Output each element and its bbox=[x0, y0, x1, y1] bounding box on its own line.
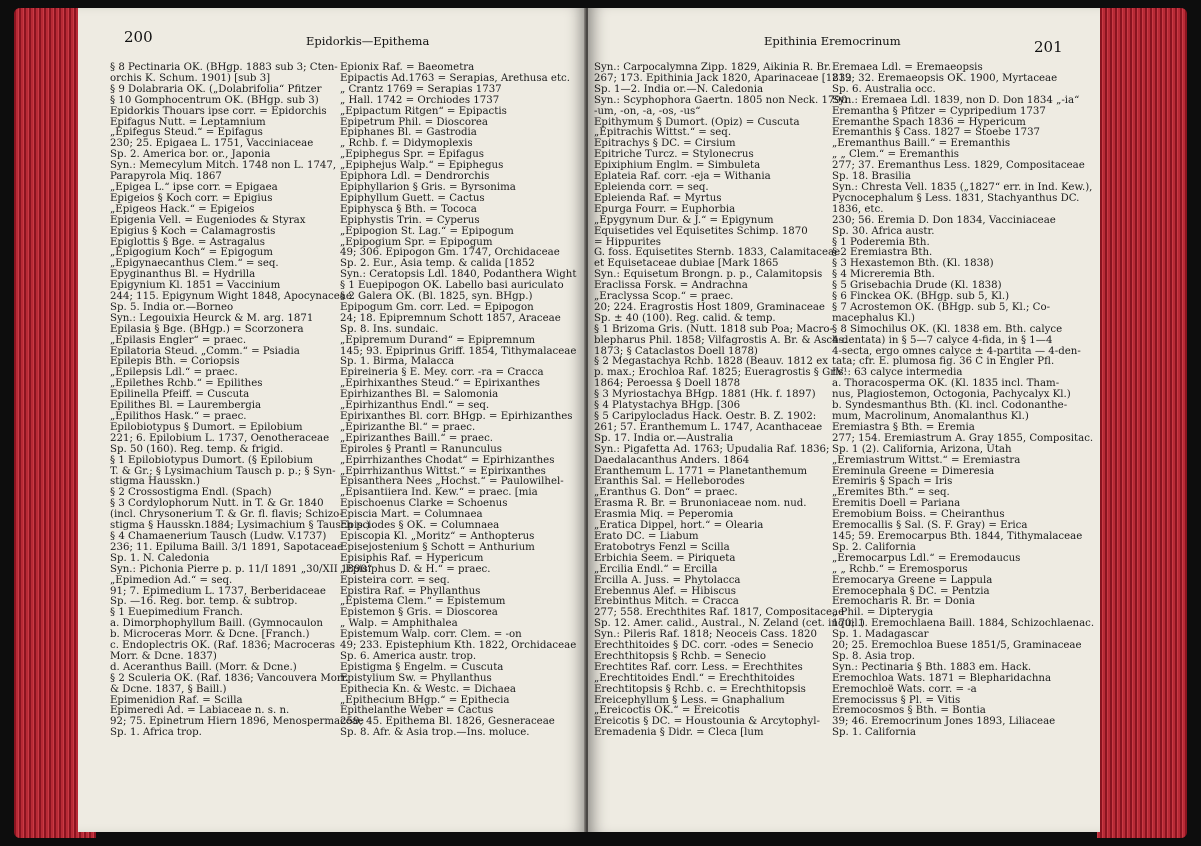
entry-line: Eremadenia § Didr. = Cleca [lum bbox=[594, 727, 764, 739]
entry-line: Pycnocephalum § Less. 1831, Stachyanthus DC. bbox=[832, 192, 1080, 204]
entry-line: Eranthemum L. 1771 = Planetanthemum bbox=[594, 465, 807, 477]
entry-line: 277; 154. Eremiastrum A. Gray 1855, Compositac. bbox=[832, 432, 1094, 444]
entry-line: „Epirhixanthes Steud.“ = Epirixanthes bbox=[340, 378, 540, 390]
entry-line: Syn.: Chresta Vell. 1835 („1827“ err. in Ind. Kew.), bbox=[832, 181, 1093, 193]
entry-line: 92; 75. Epinetrum Hiern 1896, Menospermaceae bbox=[110, 716, 364, 728]
entry-line: „Eremites Bth.“ = seq. bbox=[832, 487, 950, 499]
entry-line: Sp. 12. Amer. calid., Austral., N. Zeland (cet. inquil.) bbox=[594, 618, 865, 630]
entry-line: „Epipogion St. Lag.“ = Epipogum bbox=[340, 225, 514, 237]
entry-line: Eremiastra § Bth. = Eremia bbox=[832, 421, 975, 433]
entry-line: Eremobium Boiss. = Cheiranthus bbox=[832, 509, 1005, 521]
entry-line: Eremocarya Greene = Lappula bbox=[832, 574, 993, 586]
entry-line: Sp. 1. N. Caledonia bbox=[110, 552, 210, 564]
entry-line: Eranthis Sal. = Helleborodes bbox=[594, 476, 745, 488]
entry-line: Epimenidion Raf. = Scilla bbox=[110, 694, 243, 706]
entry-line: „ „ Clem.“ = Eremanthis bbox=[832, 149, 960, 161]
entry-line: Epiglottis § Bge. = Astragalus bbox=[110, 236, 265, 248]
entry-line: Epleienda Raf. = Myrtus bbox=[594, 192, 722, 204]
entry-line: Syn.: Carpocalymna Zipp. 1829, Aikinia R. Br. bbox=[594, 62, 831, 73]
entry-line: 277; 558. Erechthites Raf. 1817, Compositaceae bbox=[594, 607, 845, 619]
entry-line: 24; 18. Epipremnum Schott 1857, Araceae bbox=[340, 312, 561, 324]
entry-line: Epiphora Ldl. = Dendrorchis bbox=[340, 171, 490, 183]
entry-line: „Epipremum Durand“ = Epipremnum bbox=[340, 334, 536, 346]
entry-line: „ Crantz 1769 = Serapias 1737 bbox=[340, 83, 502, 95]
entry-line: „Epigogium Koch“ = Epigogum bbox=[110, 247, 273, 259]
entry-line: d. Aceranthus Baill. (Morr. & Dcne.) bbox=[110, 661, 297, 673]
entry-line: 49; 233. Epistephium Kth. 1822, Orchidaceae bbox=[340, 640, 577, 652]
entry-line: Ereicotis § DC. = Houstounia & Arcytophyl- bbox=[594, 716, 820, 728]
entry-line: Episcia Mart. = Columnaea bbox=[340, 509, 483, 521]
entry-line: 170; 1. Eremochlaena Baill. 1884, Schizochlaenac. bbox=[832, 618, 1095, 630]
entry-line: Epilasia § Bge. (BHgp.) = Scorzonera bbox=[110, 323, 304, 335]
entry-line: Daedalacanthus Anders. 1864 bbox=[594, 454, 750, 466]
entry-line: Sp. 1. California bbox=[832, 727, 916, 739]
entry-line: Sp. 18. Brasilia bbox=[832, 171, 911, 183]
entry-line: Sp. 2. California bbox=[832, 541, 916, 553]
entry-line: Eremitis Doell = Pariana bbox=[832, 498, 961, 510]
entry-line: „Ercilia Endl.“ = Ercilla bbox=[594, 563, 718, 575]
entry-line: Eremochloa Wats. 1871 = Blepharidachna bbox=[832, 672, 1052, 684]
entry-line: Epidorkis Thouars ipse corr. = Epidorchis bbox=[110, 105, 327, 117]
entry-line: Erechthitoides § DC. corr. -odes = Senecio bbox=[594, 640, 814, 652]
entry-line: Sp. 1. Birma, Malacca bbox=[340, 356, 455, 368]
entry-line: 4-secta, ergo omnes calyce ± 4-partita — 4-den- bbox=[832, 345, 1081, 357]
entry-line: Epilithes Bl. = Laurembergia bbox=[110, 400, 262, 412]
entry-line: Syn.: Legouixia Heurck & M. arg. 1871 bbox=[110, 312, 314, 324]
entry-line: mum, Macrolinum, Anomalanthus Kl.) bbox=[832, 411, 1029, 422]
entry-line: Sp. 17. India or.—Australia bbox=[594, 432, 734, 444]
entry-line: Erebinthus Mitch. = Cracca bbox=[594, 596, 739, 608]
entry-line: „Epygynum Dur. & J.“ = Epigynum bbox=[594, 214, 774, 226]
entry-line: Epionix Raf. = Baeometra bbox=[340, 62, 475, 73]
entry-line: Epigius § Koch = Calamagrostis bbox=[110, 225, 276, 237]
entry-line: Episcopia Kl. „Moritz“ = Anthopterus bbox=[340, 530, 535, 542]
entry-line: Epleienda corr. = seq. bbox=[594, 181, 709, 193]
entry-line: Eratobotrys Fenzl = Scilla bbox=[594, 541, 730, 553]
entry-line: „Epithecium BHgp.“ = Epithecia bbox=[340, 694, 510, 706]
entry-line: Sp. 6. Australia occ. bbox=[832, 83, 936, 95]
entry-line: § 1 Euepimedium Franch. bbox=[110, 607, 243, 619]
entry-line: Syn.: Ceratopsis Ldl. 1840, Podanthera Wight bbox=[340, 269, 577, 281]
entry-line: Eremocosmos § Bth. = Bontia bbox=[832, 705, 986, 717]
entry-line: Epiphyllum Guett. = Cactus bbox=[340, 192, 485, 204]
entry-line: „ Rchb. f. = Didymoplexis bbox=[340, 138, 473, 150]
entry-line: Epireineria § E. Mey. corr. -ra = Cracca bbox=[340, 367, 544, 379]
entry-line: Erechtites Raf. corr. Less. = Erechthites bbox=[594, 661, 803, 673]
entry-line: § 7 Acrostemon OK. (BHgp. sub 5, Kl.; Co- bbox=[832, 301, 1051, 313]
entry-line: Ereicephyllum § Less. = Gnaphalium bbox=[594, 694, 785, 706]
entry-line: „Epistema Clem.“ = Epistemum bbox=[340, 596, 506, 608]
entry-line: § 9 Dolabraria OK. („Dolabrifolia“ Pfitzer bbox=[110, 83, 322, 95]
entry-line: Epitrachys § DC. = Cirsium bbox=[594, 138, 736, 150]
entry-line: § 5 Grisebachia Drude (Kl. 1838) bbox=[832, 280, 1002, 292]
entry-line: Epimeredi Ad. = Labiaceae n. s. n. bbox=[110, 705, 290, 717]
entry-line: Epitriche Turcz. = Stylonecrus bbox=[594, 149, 754, 161]
entry-line: Sp. 6. America austr. trop. bbox=[340, 650, 477, 662]
entry-line: Sp. 8. Asia trop. bbox=[832, 650, 915, 662]
entry-line: nus, Plagiostemon, Octogonia, Pachycalyx Kl.) bbox=[832, 389, 1071, 401]
entry-line: „ Walp. = Amphithalea bbox=[340, 618, 458, 630]
entry-line: „Eratica Dippel, hort.“ = Olearia bbox=[594, 520, 764, 532]
entry-line: Eremanthe Spach 1836 = Hypericum bbox=[832, 116, 1026, 128]
entry-line: Eremocharis R. Br. = Donia bbox=[832, 596, 975, 608]
entry-line: Episteira corr. = seq. bbox=[340, 574, 450, 586]
entry-line: 145; 59. Eremocarpus Bth. 1844, Tithymalaceae bbox=[832, 530, 1083, 542]
entry-line: Epiphanes Bl. = Gastrodia bbox=[340, 127, 477, 139]
entry-line: Epilepis Bth. = Coriopsis bbox=[110, 356, 240, 368]
entry-line: § 8 Pectinaria OK. (BHgp. 1883 sub 3; Cten- bbox=[110, 62, 338, 73]
entry-line: „Epilethes Rchb.“ = Epilithes bbox=[110, 378, 263, 390]
entry-line: Epiroles § Prantl = Ranunculus bbox=[340, 443, 503, 455]
left-page bbox=[78, 8, 586, 832]
entry-line: Epipogum Gm. corr. Led. = Epipogon bbox=[340, 301, 534, 313]
entry-line: Sp. 8. Afr. & Asia trop.—Ins. moluce. bbox=[340, 727, 530, 739]
entry-line: Equisetides vel Equisetites Schimp. 1870 bbox=[594, 225, 808, 237]
entry-line: Epistemon § Gris. = Dioscorea bbox=[340, 607, 498, 619]
entry-line: Epifagus Nutt. = Leptamnium bbox=[110, 116, 266, 128]
entry-line: Episanthera Nees „Hochst.“ = Paulowilhel- bbox=[340, 476, 564, 488]
entry-line: Ereminula Greene = Dimeresia bbox=[832, 465, 995, 477]
entry-line: § 1 Brizoma Gris. (Nutt. 1818 sub Poa; Macro- bbox=[594, 323, 833, 335]
entry-line: Sp. 1. Africa trop. bbox=[110, 727, 202, 739]
entry-line: 259; 45. Epithema Bl. 1826, Gesneraceae bbox=[340, 716, 555, 728]
entry-line: et Equisetaceae dubiae [Mark 1865 bbox=[594, 258, 779, 270]
entry-line: Sp. 50 (160). Reg. temp. & frigid. bbox=[110, 443, 284, 455]
entry-line: Eplateia Raf. corr. -eja = Withania bbox=[594, 171, 771, 183]
entry-line: Epistemum Walp. corr. Clem. = -on bbox=[340, 629, 522, 641]
entry-line: „Epiphegus Spr. = Epifagus bbox=[340, 149, 485, 161]
entry-line: § 6 Finckea OK. (BHgp. sub 5, Kl.) bbox=[832, 291, 1010, 303]
entry-line: § 10 Gomphocentrum OK. (BHgp. sub 3) bbox=[110, 94, 319, 106]
entry-line: „Epigea L.“ ipse corr. = Epigaea bbox=[110, 181, 278, 193]
entry-line: „ Phil. = Dipterygia bbox=[832, 607, 934, 619]
right-running-head: Epithinia Eremocrinum bbox=[764, 34, 901, 48]
entry-line: Erbichia Seem. = Piriqueta bbox=[594, 552, 736, 564]
entry-line: Sp. —16. Reg. bor. temp. & subtrop. bbox=[110, 596, 298, 608]
entry-line: Eremocephala § DC. = Pentzia bbox=[832, 585, 990, 597]
entry-line: 39; 46. Eremocrinum Jones 1893, Liliaceae bbox=[832, 716, 1056, 728]
entry-line: „Epirizanthes Baill.“ = praec. bbox=[340, 432, 494, 444]
entry-line: „Ereicoctis OK.“ = Ereicotis bbox=[594, 705, 740, 717]
entry-line: „Eremanthus Baill.“ = Eremanthis bbox=[832, 138, 1011, 150]
entry-line: Eremiris § Spach = Iris bbox=[832, 476, 953, 488]
entry-line: Syn.: Pectinaria § Bth. 1883 em. Hack. bbox=[832, 661, 1032, 673]
left-column-2 bbox=[340, 63, 582, 739]
entry-line: Epilobiotypus § Dumort. = Epilobium bbox=[110, 421, 303, 433]
entry-line: § 3 Cordylophorum Nutt. in T. & Gr. 1840 bbox=[110, 498, 324, 510]
right-page bbox=[588, 8, 1100, 832]
entry-line: Eremocissus § Pl. = Vitis bbox=[832, 694, 961, 706]
entry-line: Eremanthis § Cass. 1827 = Stoebe 1737 bbox=[832, 127, 1041, 139]
entry-line: IV¹: 63 calyce intermedia bbox=[832, 367, 963, 379]
entry-line: Sp. 2. America bor. or., Japonia bbox=[110, 149, 271, 161]
entry-line: & Dcne. 1837, § Baill.) bbox=[110, 683, 227, 695]
entry-line: Epistylium Sw. = Phyllanthus bbox=[340, 672, 492, 684]
entry-line: stigma Hausskn.) bbox=[110, 476, 200, 488]
entry-line: Sp. 8. Ins. sundaic. bbox=[340, 323, 439, 335]
entry-line: (incl. Chrysonerium T. & Gr. fl. flavis; Schizo- bbox=[110, 509, 343, 521]
entry-line: Epurga Fourr. = Euphorbia bbox=[594, 203, 736, 215]
entry-line: 221; 6. Epilobium L. 1737, Oenotheraceae bbox=[110, 432, 330, 444]
entry-line: Epiphystis Trin. = Cyperus bbox=[340, 214, 480, 226]
entry-line: § 3 Myriostachya BHgp. 1881 (Hk. f. 1897) bbox=[594, 389, 816, 401]
entry-line: Epyginanthus Bl. = Hydrilla bbox=[110, 269, 256, 281]
entry-line: Syn.: Equisetum Brongn. p. p., Calamitopsis bbox=[594, 269, 823, 281]
entry-line: Eremaea Ldl. = Eremaeopsis bbox=[832, 62, 983, 73]
entry-line: Eremantha § Pfitzer = Cypripedium 1737 bbox=[832, 105, 1046, 117]
entry-line: § 2 Megastachya Rchb. 1828 (Beauv. 1812 ex bbox=[594, 356, 829, 368]
entry-line: § 4 Platystachya BHgp. [306 bbox=[594, 400, 741, 412]
entry-line: 267; 173. Epithinia Jack 1820, Aparinaceae [1832 bbox=[594, 72, 852, 84]
entry-line: „Epigeos Hack.“ = Epigeios bbox=[110, 203, 255, 215]
entry-line: Sp. 5. India or.—Borneo bbox=[110, 301, 234, 313]
entry-line: Epigeios § Koch corr. = Epigius bbox=[110, 192, 273, 204]
entry-line: Eremocallis § Sal. (S. F. Gray) = Erica bbox=[832, 520, 1028, 532]
entry-line: Erebennus Alef. = Hibiscus bbox=[594, 585, 736, 597]
entry-line: „Eranthus G. Don“ = praec. bbox=[594, 487, 738, 499]
left-page-number: 200 bbox=[124, 28, 153, 46]
entry-line: „Epilepsis Ldl.“ = praec. bbox=[110, 367, 238, 379]
left-column-1 bbox=[110, 62, 373, 739]
entry-line: Parapyrola Miq. 1867 bbox=[110, 171, 222, 183]
entry-line: Sp. 1 (2). California, Arizona, Utah bbox=[832, 443, 1012, 455]
entry-line: Erechtitopsis § Rchb. c. = Erechthitopsis bbox=[594, 683, 806, 695]
entry-line: „Epipogium Spr. = Epipogum bbox=[340, 236, 493, 248]
entry-line: Syn.: Pigafetta Ad. 1763; Upudalia Raf. 1836; bbox=[594, 443, 830, 455]
entry-line: Episciodes § OK. = Columnaea bbox=[340, 520, 500, 532]
entry-line: „Epiphejus Walp.“ = Epiphegus bbox=[340, 160, 504, 172]
entry-line: 4-dentata) in § 5—7 calyce 4-fida, in § 1—4 bbox=[832, 334, 1053, 346]
entry-line: 236; 11. Epiluma Baill. 3/1 1891, Sapotaceae bbox=[110, 541, 344, 553]
entry-line: Epiphysca § Bth. = Tococa bbox=[340, 203, 477, 215]
book-edge-right bbox=[1097, 8, 1187, 838]
entry-line: § 4 Micreremia Bth. bbox=[832, 269, 935, 281]
entry-line: „Eremocarpus Ldl.“ = Eremodaucus bbox=[832, 552, 1021, 564]
entry-line: Erechthitopsis § Rchb. = Senecio bbox=[594, 650, 766, 662]
entry-line: Epithymum § Dumort. (Opiz) = Cuscuta bbox=[594, 116, 800, 128]
right-column-2 bbox=[832, 63, 1094, 739]
entry-line: Epistigma § Engelm. = Cuscuta bbox=[340, 661, 504, 673]
entry-line: tata; cfr. E. plumosa fig. 36 C in Engler Pfl. bbox=[832, 356, 1055, 368]
entry-line: a. Thoracosperma OK. (Kl. 1835 incl. Tham- bbox=[832, 378, 1060, 390]
entry-line: § 8 Simochilus OK. (Kl. 1838 em. Bth. calyce bbox=[832, 323, 1063, 335]
entry-line: 230; 25. Epigaea L. 1751, Vacciniaceae bbox=[110, 138, 314, 150]
entry-line: 1836, etc. bbox=[832, 203, 884, 215]
entry-line: § 2 Eremiastra Bth. bbox=[832, 247, 933, 259]
entry-line: b. Syndesmanthus Bth. (Kl. incl. Codonanthe- bbox=[832, 400, 1068, 412]
entry-line: 277; 37. Eremanthus Less. 1829, Compositaceae bbox=[832, 160, 1085, 172]
entry-line: „Epifegus Steud.“ = Epifagus bbox=[110, 127, 263, 139]
entry-line: 261; 57. Eranthemum L. 1747, Acanthaceae bbox=[594, 421, 823, 433]
entry-line: § 1 Epilobiotypus Dumort. (§ Epilobium bbox=[110, 454, 313, 466]
entry-line: § 3 Hexastemon Bth. (Kl. 1838) bbox=[832, 258, 994, 270]
entry-line: Epigynium Kl. 1851 = Vaccinium bbox=[110, 280, 281, 292]
entry-line: „Epimedion Ad.“ = seq. bbox=[110, 574, 233, 586]
entry-line: „Epilithos Hask.“ = praec. bbox=[110, 411, 247, 422]
entry-line: Erasmia Miq. = Peperomia bbox=[594, 509, 734, 521]
entry-line: „Eremiastrum Wittst.“ = Eremiastra bbox=[832, 454, 1021, 466]
entry-line: 219; 32. Eremaeopsis OK. 1900, Myrtaceae bbox=[832, 72, 1058, 84]
entry-line: Ercilla A. Juss. = Phytolacca bbox=[594, 574, 741, 586]
entry-line: § 5 Caripylocladus Hack. Oestr. B. Z. 1902: bbox=[594, 411, 817, 422]
entry-line: 91; 7. Epimedium L. 1737, Berberidaceae bbox=[110, 585, 326, 597]
entry-line: „Epilasis Engler“ = praec. bbox=[110, 334, 247, 346]
entry-line: Epithecia Kn. & Westc. = Dichaea bbox=[340, 683, 516, 695]
entry-line: orchis K. Schum. 1901) [sub 3] bbox=[110, 72, 271, 84]
entry-line: 1864; Peroessa § Doell 1878 bbox=[594, 378, 741, 390]
entry-line: p. max.; Erochloa Raf. 1825; Eueragrostis § Gris. bbox=[594, 367, 847, 379]
entry-line: § 2 Galera OK. (Bl. 1825, syn. BHgp.) bbox=[340, 291, 533, 303]
entry-line: „Epirrhizanthes Chodat“ = Epirhizanthes bbox=[340, 454, 555, 466]
entry-line: „Epigynaecanthus Clem.“ = seq. bbox=[110, 258, 279, 270]
entry-line: „Episantiiera Ind. Kew.“ = praec. [mia bbox=[340, 487, 538, 499]
entry-line: Sp. 1. Madagascar bbox=[832, 629, 929, 641]
entry-line: 230; 56. Eremia D. Don 1834, Vacciniaceae bbox=[832, 214, 1056, 226]
entry-line: „Epirizanthe Bl.“ = praec. bbox=[340, 421, 476, 433]
entry-line: Epilinella Pfeiff. = Cuscuta bbox=[110, 389, 250, 401]
entry-line: Syn.: Scyphophora Gaertn. 1805 non Neck. 1790 bbox=[594, 94, 848, 106]
entry-line: Episiphis Raf. = Hypericum bbox=[340, 552, 484, 564]
entry-line: G. foss. Equisetites Sternb. 1833, Calamitaceae bbox=[594, 247, 841, 259]
entry-line: 49; 306. Epipogon Gm. 1747, Orchidaceae bbox=[340, 247, 560, 259]
entry-line: „ „ Rchb.“ = Eremosporus bbox=[832, 563, 968, 575]
entry-line: Sp. 2. Eur., Asia temp. & calida [1852 bbox=[340, 258, 535, 270]
entry-line: Syn.: Eremaea Ldl. 1839, non D. Don 1834 „-ia“ bbox=[832, 94, 1080, 106]
entry-line: Epirixanthes Bl. corr. BHgp. = Epirhizanthes bbox=[340, 411, 573, 422]
entry-line: b. Microceras Morr. & Dcne. [Franch.) bbox=[110, 629, 310, 641]
entry-line: Sp. ± 40 (100). Reg. calid. & temp. bbox=[594, 312, 776, 324]
entry-line: -um, -on, -a, -os, -us“ bbox=[594, 105, 701, 117]
entry-line: Syn.: Memecylum Mitch. 1748 non L. 1747, bbox=[110, 160, 337, 172]
entry-line: Eraclissa Forsk. = Andrachna bbox=[594, 280, 748, 292]
entry-line: „Episiphus D. & H.“ = praec. bbox=[340, 563, 491, 575]
entry-line: Epixiphium Englm. = Simbuleta bbox=[594, 160, 761, 172]
entry-line: „Epipactum Ritgen“ = Epipactis bbox=[340, 105, 507, 117]
entry-line: § 2 Crossostigma Endl. (Spach) bbox=[110, 487, 272, 499]
entry-line: Sp. 30. Africa austr. bbox=[832, 225, 935, 237]
entry-line: macephalus Kl.) bbox=[832, 312, 915, 324]
entry-line: Epipactis Ad.1763 = Serapias, Arethusa etc. bbox=[340, 72, 570, 84]
entry-line: Epiphyllarion § Gris. = Byrsonima bbox=[340, 181, 516, 193]
entry-line: 20; 224. Eragrostis Host 1809, Graminaceae bbox=[594, 301, 825, 313]
entry-line: 145; 93. Epiprinus Griff. 1854, Tithymalaceae bbox=[340, 345, 577, 357]
entry-line: § 4 Chamaenerium Tausch (Ludw. V.1737) bbox=[110, 530, 327, 542]
entry-line: § 2 Sculeria OK. (Raf. 1836; Vancouvera Morr. bbox=[110, 672, 349, 684]
entry-line: 244; 115. Epigynum Wight 1848, Apocynaceae bbox=[110, 291, 352, 303]
entry-line: Epirhizanthes Bl. = Salomonia bbox=[340, 389, 499, 401]
entry-line: Erasma R. Br. = Brunoniaceae nom. nud. bbox=[594, 498, 807, 510]
entry-line: Epischoenus Clarke = Schoenus bbox=[340, 498, 508, 510]
entry-line: Epilatoria Steud. „Comm.“ = Psiadia bbox=[110, 345, 300, 357]
entry-line: Sp. 1—2. India or.—N. Caledonia bbox=[594, 83, 764, 95]
entry-line: Morr. & Dcne. 1837) bbox=[110, 650, 217, 662]
entry-line: „Eraclyssa Scop.“ = praec. bbox=[594, 291, 734, 303]
entry-line: 1873; § Cataclastos Doell 1878) bbox=[594, 345, 758, 357]
entry-line: § 1 Euepipogon OK. Labello basi auriculato bbox=[340, 280, 564, 292]
entry-line: Eremochloë Wats. corr. = -a bbox=[832, 683, 977, 695]
entry-line: stigma § Hausskn.1884; Lysimachium § Tausch p.) bbox=[110, 520, 370, 532]
entry-line: Syn.: Pileris Raf. 1818; Neoceis Cass. 1820 bbox=[594, 629, 817, 641]
entry-line: „Epirrhizanthus Wittst.“ = Epirixanthes bbox=[340, 465, 546, 477]
entry-line: Erato DC. = Liabum bbox=[594, 530, 699, 542]
left-running-head: Epidorkis—Epithema bbox=[306, 34, 430, 48]
entry-line: Epigenia Vell. = Eugeniodes & Styrax bbox=[110, 214, 306, 226]
entry-line: § 1 Poderemia Bth. bbox=[832, 236, 930, 248]
entry-line: Epipetrum Phil. = Dioscorea bbox=[340, 116, 488, 128]
entry-line: T. & Gr.; § Lysimachium Tausch p. p.; § Syn- bbox=[110, 465, 336, 477]
entry-line: „ Hall. 1742 = Orchiodes 1737 bbox=[340, 94, 500, 106]
entry-line: „Epitrachis Wittst.“ = seq. bbox=[594, 127, 732, 139]
entry-line: Epithelanthe Weber = Cactus bbox=[340, 705, 494, 717]
entry-line: Episejostenium § Schott = Anthurium bbox=[340, 541, 535, 553]
entry-line: = Hippurites bbox=[594, 236, 661, 248]
entry-line: Syn.: Pichonia Pierre p. p. 11/I 1891 „30/XII 1890“ bbox=[110, 563, 373, 575]
entry-line: „Epirhizanthus Endl.“ = seq. bbox=[340, 400, 490, 412]
entry-line: a. Dimorphophyllum Baill. (Gymnocaulon bbox=[110, 618, 323, 630]
entry-line: „Erechtitoides Endl.“ = Erechthitoides bbox=[594, 672, 795, 684]
entry-line: blepharus Phil. 1858; Vilfagrostis A. Br. & Aschs. bbox=[594, 334, 848, 346]
right-page-number: 201 bbox=[1034, 38, 1063, 56]
entry-line: Epistira Raf. = Phyllanthus bbox=[340, 585, 481, 597]
entry-line: 20; 25. Eremochloa Buese 1851/5, Graminaceae bbox=[832, 640, 1082, 652]
entry-line: c. Endoplectris OK. (Raf. 1836; Macroceras bbox=[110, 640, 336, 652]
